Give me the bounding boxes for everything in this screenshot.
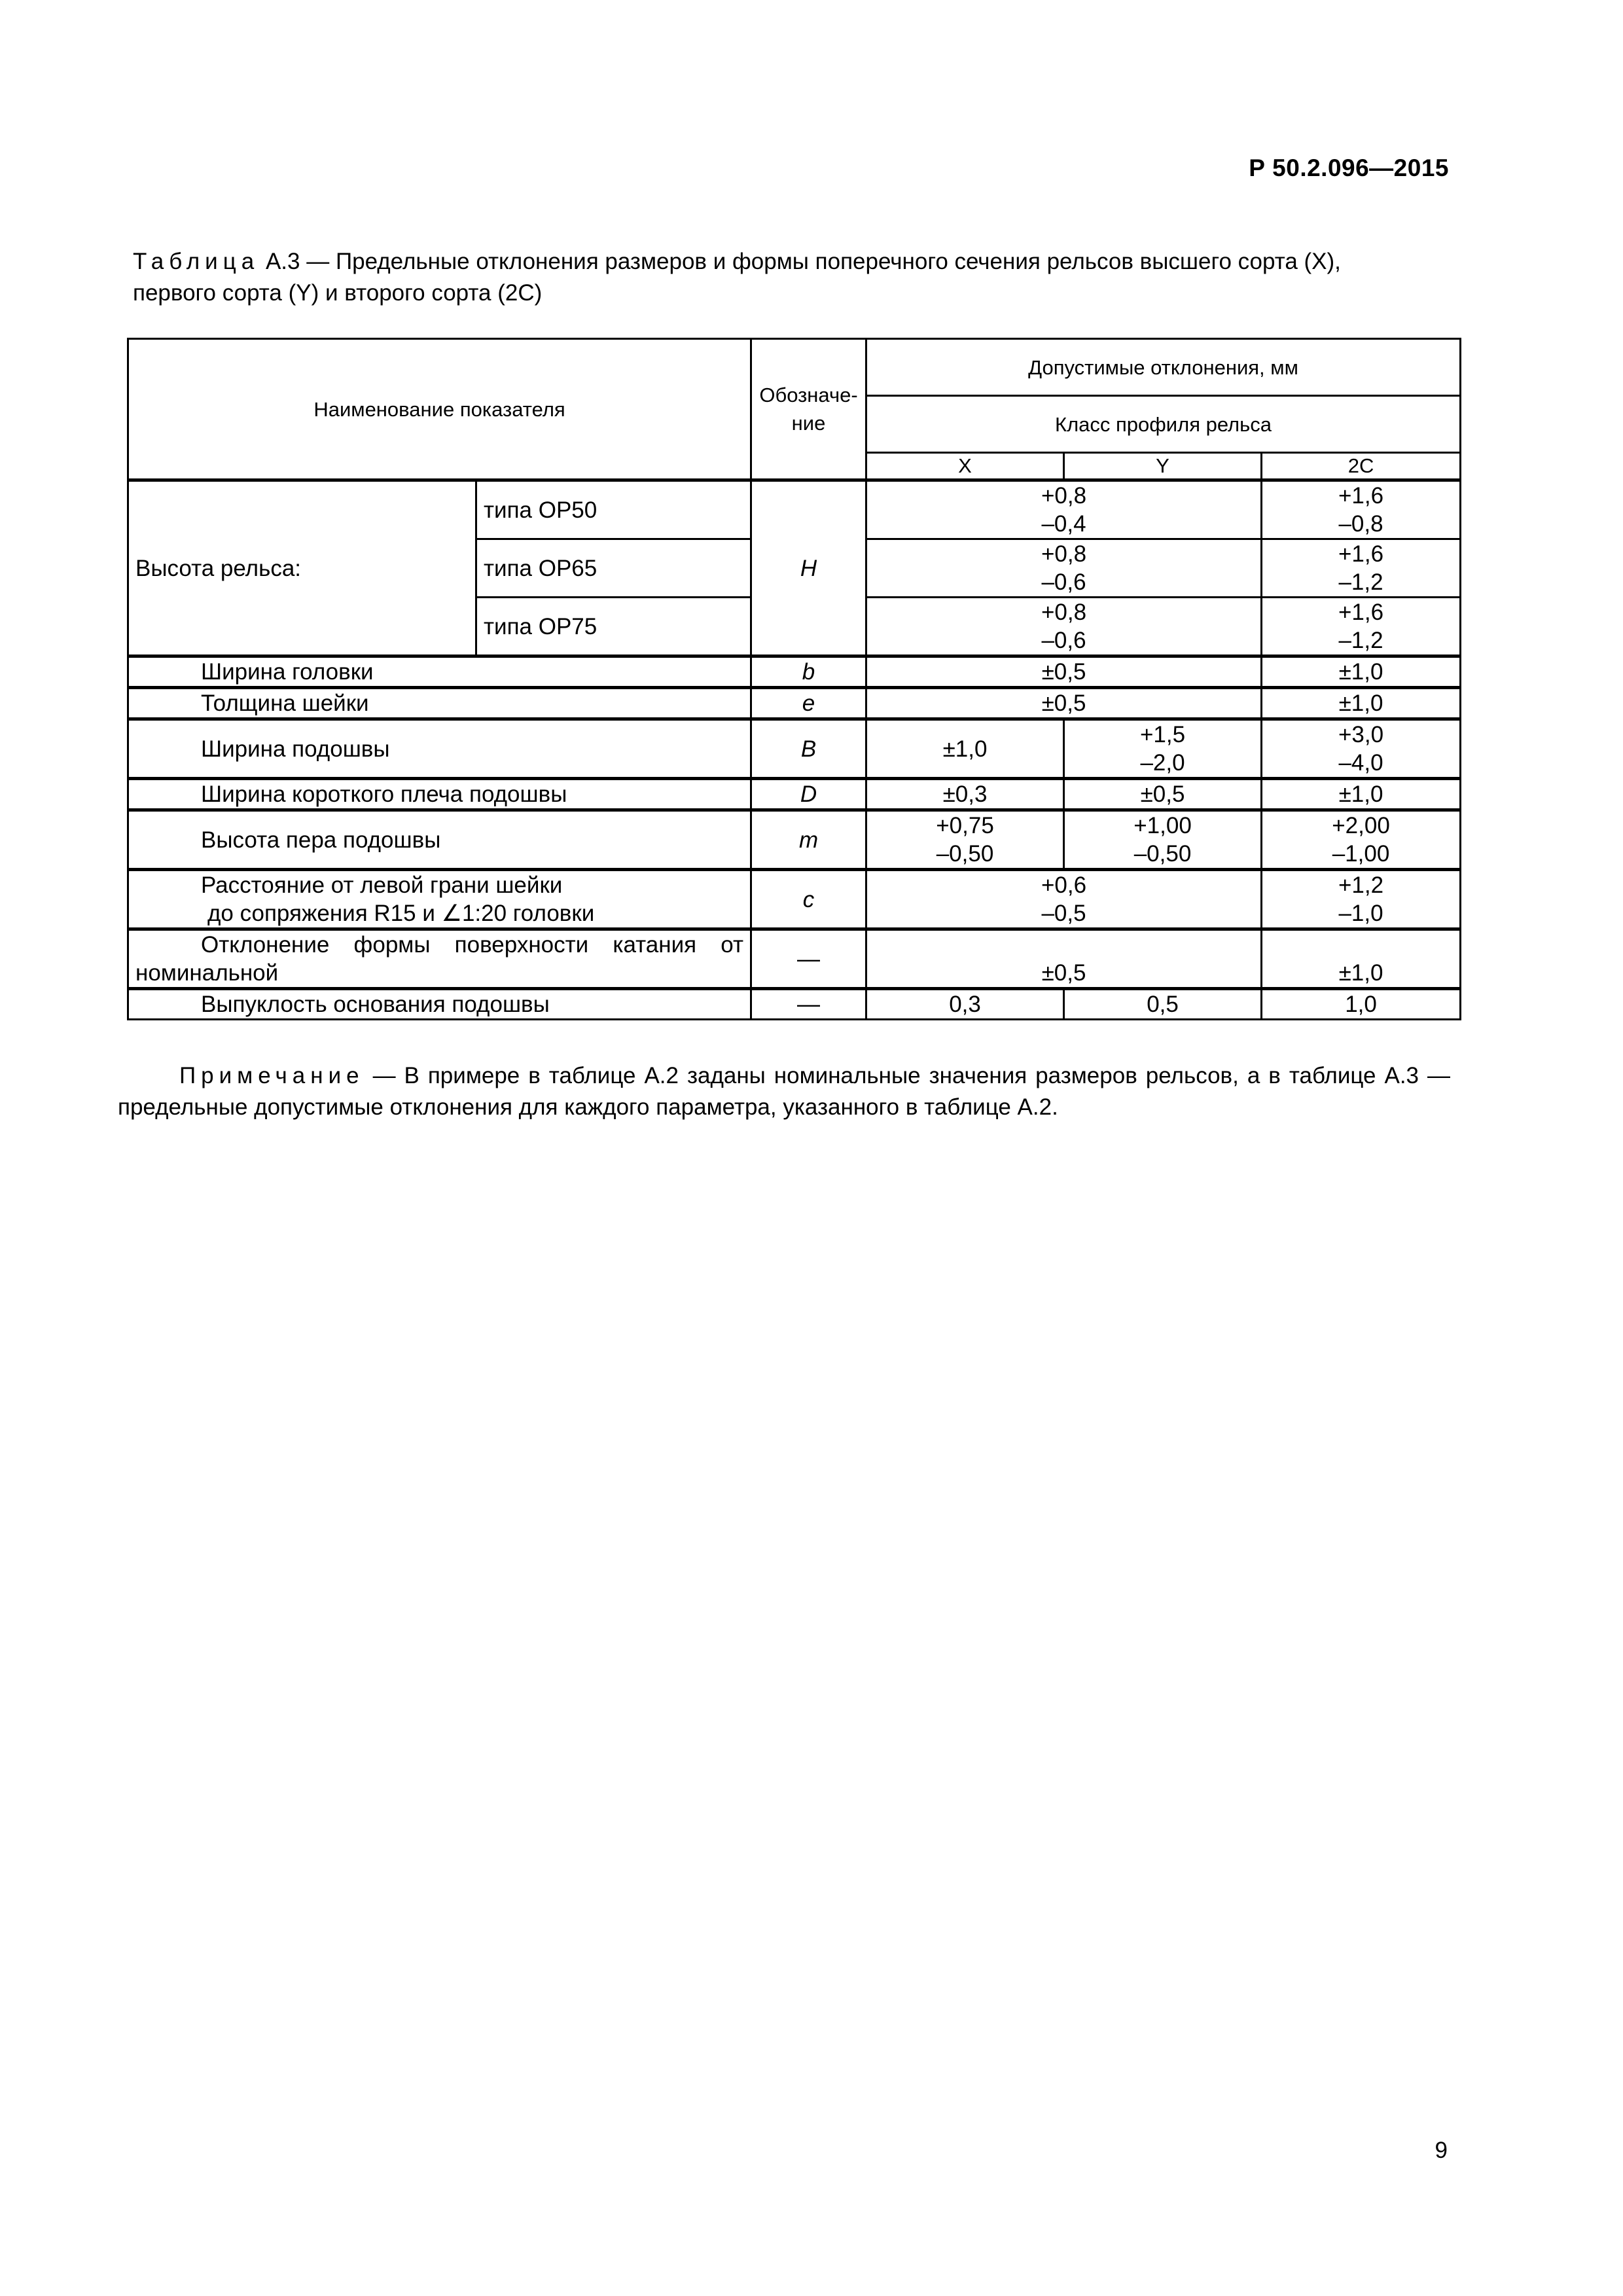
upper-value: +0,6 xyxy=(1041,872,1087,898)
xy-value: ±0,5 xyxy=(866,656,1262,688)
tolerance-table xyxy=(127,338,1461,1020)
row-symbol: e xyxy=(751,688,866,719)
2c-value: ±1,0 xyxy=(1262,929,1461,989)
xy-value: ±0,5 xyxy=(866,688,1262,719)
x-value: 0,3 xyxy=(866,989,1064,1020)
2c-value: ±1,0 xyxy=(1262,656,1461,688)
lower-value: –0,50 xyxy=(1133,841,1192,867)
2c-value xyxy=(1262,870,1461,929)
upper-value: +1,6 xyxy=(1338,483,1384,509)
y-value xyxy=(1064,810,1262,870)
document-code: Р 50.2.096—2015 xyxy=(1249,154,1449,181)
table-caption xyxy=(133,246,1448,309)
caption-text-line2: первого сорта (Y) и второго сорта (2С) xyxy=(133,280,543,306)
row-symbol: — xyxy=(751,929,866,989)
row-symbol: c xyxy=(751,870,866,929)
lower-value: –1,00 xyxy=(1332,841,1390,867)
rail-type-name: типа ОР75 xyxy=(476,598,751,656)
header-col-x: X xyxy=(866,453,1064,480)
upper-value: +1,00 xyxy=(1133,813,1192,838)
2c-value: 1,0 xyxy=(1262,989,1461,1020)
note-text: — В примере в таблице А.2 заданы номинальные значения размеров рельсов, а в таблице А.3 — предельные допустимые отклонения для каждого параметра, указанного в таблице А.2. xyxy=(118,1063,1450,1120)
upper-value: +0,8 xyxy=(1041,541,1087,567)
upper-value: +1,6 xyxy=(1338,600,1384,625)
lower-value: –0,6 xyxy=(1041,569,1086,595)
rail-type-name: типа ОР50 xyxy=(476,480,751,539)
lower-value: –0,6 xyxy=(1041,628,1086,653)
upper-value: +0,8 xyxy=(1041,600,1087,625)
row-name: Толщина шейки xyxy=(128,688,751,719)
lower-value: –1,0 xyxy=(1338,901,1383,926)
row-name: Выпуклость основания подошвы xyxy=(128,989,751,1020)
xy-value xyxy=(866,870,1262,929)
row-name-line1: Расстояние от левой грани шейки xyxy=(201,872,563,898)
note-label: Примечание xyxy=(179,1063,365,1088)
lower-value: –4,0 xyxy=(1338,750,1383,776)
table-row xyxy=(128,870,1461,929)
table-note xyxy=(118,1060,1450,1123)
2c-value: ±1,0 xyxy=(1262,779,1461,810)
table-row xyxy=(128,480,1461,539)
2c-value xyxy=(1262,539,1461,598)
lower-value: –0,4 xyxy=(1041,511,1086,537)
table-row xyxy=(128,989,1461,1020)
table-row xyxy=(128,929,1461,989)
header-name: Наименование показателя xyxy=(128,339,751,480)
lower-value: –1,2 xyxy=(1338,569,1383,595)
lower-value: –0,5 xyxy=(1041,901,1086,926)
xy-value xyxy=(866,598,1262,656)
row-symbol: — xyxy=(751,989,866,1020)
y-value: ±0,5 xyxy=(1064,779,1262,810)
table-row xyxy=(128,688,1461,719)
rail-height-symbol: H xyxy=(751,480,866,656)
upper-value: +0,75 xyxy=(936,813,994,838)
upper-value: +1,2 xyxy=(1338,872,1384,898)
row-name-line1: Отклонение формы поверхности катания от xyxy=(201,932,744,958)
row-name xyxy=(128,929,751,989)
row-name xyxy=(128,870,751,929)
row-symbol: B xyxy=(751,719,866,779)
2c-value xyxy=(1262,598,1461,656)
y-value xyxy=(1064,719,1262,779)
table-row xyxy=(128,779,1461,810)
header-profile-class: Класс профиля рельса xyxy=(866,396,1461,453)
row-name: Высота пера подошвы xyxy=(128,810,751,870)
xy-value xyxy=(866,539,1262,598)
header-deviations: Допустимые отклонения, мм xyxy=(866,339,1461,396)
row-symbol: D xyxy=(751,779,866,810)
row-name: Ширина подошвы xyxy=(128,719,751,779)
x-value: ±1,0 xyxy=(866,719,1064,779)
row-name-line2: номинальной xyxy=(135,960,279,986)
page-number: 9 xyxy=(1435,2138,1448,2163)
row-name: Ширина короткого плеча подошвы xyxy=(128,779,751,810)
upper-value: +1,6 xyxy=(1338,541,1384,567)
header-col-2c: 2С xyxy=(1262,453,1461,480)
row-symbol: b xyxy=(751,656,866,688)
lower-value: –0,8 xyxy=(1338,511,1383,537)
lower-value: –1,2 xyxy=(1338,628,1383,653)
table-row xyxy=(128,810,1461,870)
header-col-y: Y xyxy=(1064,453,1262,480)
2c-value xyxy=(1262,810,1461,870)
table-row xyxy=(128,656,1461,688)
lower-value: –0,50 xyxy=(936,841,994,867)
upper-value: +2,00 xyxy=(1332,813,1390,838)
note-paragraph xyxy=(118,1060,1450,1123)
2c-value xyxy=(1262,719,1461,779)
upper-value: +1,5 xyxy=(1139,722,1186,747)
2c-value: ±1,0 xyxy=(1262,688,1461,719)
y-value: 0,5 xyxy=(1064,989,1262,1020)
table-row xyxy=(128,719,1461,779)
upper-value: +0,8 xyxy=(1041,483,1087,509)
rail-type-name: типа ОР65 xyxy=(476,539,751,598)
xy-value: ±0,5 xyxy=(866,929,1262,989)
2c-value xyxy=(1262,480,1461,539)
lower-value: –2,0 xyxy=(1140,750,1185,776)
xy-value xyxy=(866,480,1262,539)
header-symbol xyxy=(751,339,866,480)
x-value xyxy=(866,810,1064,870)
upper-value: +3,0 xyxy=(1338,722,1384,747)
row-name-line2: до сопряжения R15 и ∠1:20 головки xyxy=(207,901,595,926)
row-symbol: m xyxy=(751,810,866,870)
rail-height-label: Высота рельса: xyxy=(128,480,476,656)
caption-label: Таблица xyxy=(133,249,260,274)
x-value: ±0,3 xyxy=(866,779,1064,810)
row-name: Ширина головки xyxy=(128,656,751,688)
header-symbol-text: Обозначе-ние xyxy=(759,384,858,435)
caption-text-line1: А.3 — Предельные отклонения размеров и формы поперечного сечения рельсов высшего сорта (X), xyxy=(259,249,1341,274)
